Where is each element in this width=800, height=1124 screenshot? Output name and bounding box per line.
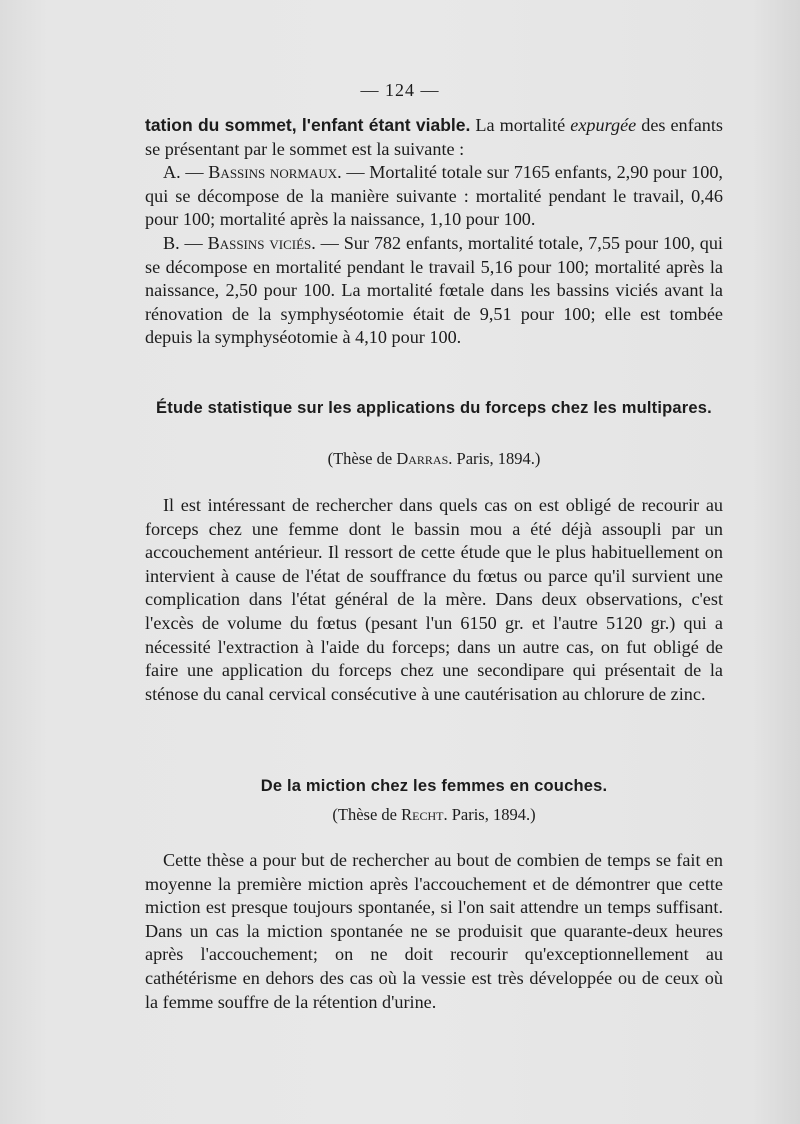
citation-darras: [145, 449, 723, 469]
item-b-text: — Sur 782 enfants, mortalité totale, 7,55 pour 100, qui se décompose en mortalité pendant le travail 5,16 pour 100; mortalité après la naissance, 2,50 pour 100. La mortalité fœtale dans les bassins viciés avant la rénovation de la symphyséotomie était de 9,51 pour 100; elle est tombée depuis la symphyséotomie à 4,10 pour 100.: [145, 232, 723, 348]
citation-prefix: (Thèse de: [332, 805, 402, 824]
forceps-paragraph: Il est intéressant de rechercher dans quels cas on est obligé de recourir au forceps chez une femme dont le bassin mou a été déjà assoupli par un accouchement antérieur. Il ressort de cette étude que le plus habituellement on intervient à cause de l'état de souffrance du fœtus ou parce qu'il survient une complication dans l'état général de la mère. Dans deux observations, c'est l'excès de volume du fœtus (pesant l'un 6150 gr. et l'autre 5120 gr.) qui a nécessité l'extraction à l'aide du forceps; dans un autre cas, on fut obligé de faire une application du forceps chez une secondipare qui présentait de la sténose du canal cervical consécutive à une cautérisation au chlorure de zinc.: [145, 495, 723, 704]
citation-suffix: . Paris, 1894.): [443, 805, 536, 824]
item-a-title: Bassins normaux.: [208, 162, 342, 183]
lead-text: La mortalité: [470, 115, 571, 135]
miction-text-block: [145, 849, 723, 1014]
item-b-title: Bassins viciés.: [207, 232, 316, 253]
citation-prefix: (Thèse de: [327, 449, 397, 468]
item-b-label: B. —: [163, 232, 208, 253]
miction-paragraph: Cette thèse a pour but de rechercher au bout de combien de temps se fait en moyenne la première miction après l'accouchement et de démontrer que cette miction est presque toujours spontanée, si l'on sait attendre un temps suffisant. Dans un cas la miction spontanée ne se produisit que quarante-deux heures après l'accouchement; on ne doit recourir qu'exceptionnellement au cathétérisme en dehors des cas où la vessie est très développée ou de ceux où la femme souffre de la rétention d'urine.: [145, 850, 723, 1012]
page-number: — 124 —: [360, 80, 440, 100]
opening-paragraph: [145, 114, 723, 161]
forceps-text-block: [145, 494, 723, 706]
lead-italic-text: expurgée: [570, 115, 637, 135]
item-a-paragraph: [145, 161, 723, 232]
citation-recht: [145, 805, 723, 825]
citation-author: Recht: [401, 805, 444, 824]
citation-author: Darras: [396, 449, 449, 468]
item-a-text: — Mortalité totale sur 7165 enfants, 2,90 pour 100, qui se décompose de la manière suivante : mortalité pendant le travail, 0,46 pour 100; mortalité après la naissance, 1,10 pour 100.: [145, 162, 723, 230]
item-b-paragraph: [145, 232, 723, 350]
citation-suffix: . Paris, 1894.): [448, 449, 541, 468]
section-heading-miction: De la miction chez les femmes en couches.: [260, 777, 608, 795]
item-a-label: A. —: [163, 162, 209, 183]
lead-tail-text: des enfants se présentant par le sommet est la suivante :: [145, 115, 724, 159]
lead-bold-text: tation du sommet, l'enfant étant viable.: [145, 115, 471, 135]
section-heading-forceps: Étude statistique sur les applications du forceps chez les multipares.: [156, 399, 712, 417]
opening-text-block: [145, 114, 723, 350]
